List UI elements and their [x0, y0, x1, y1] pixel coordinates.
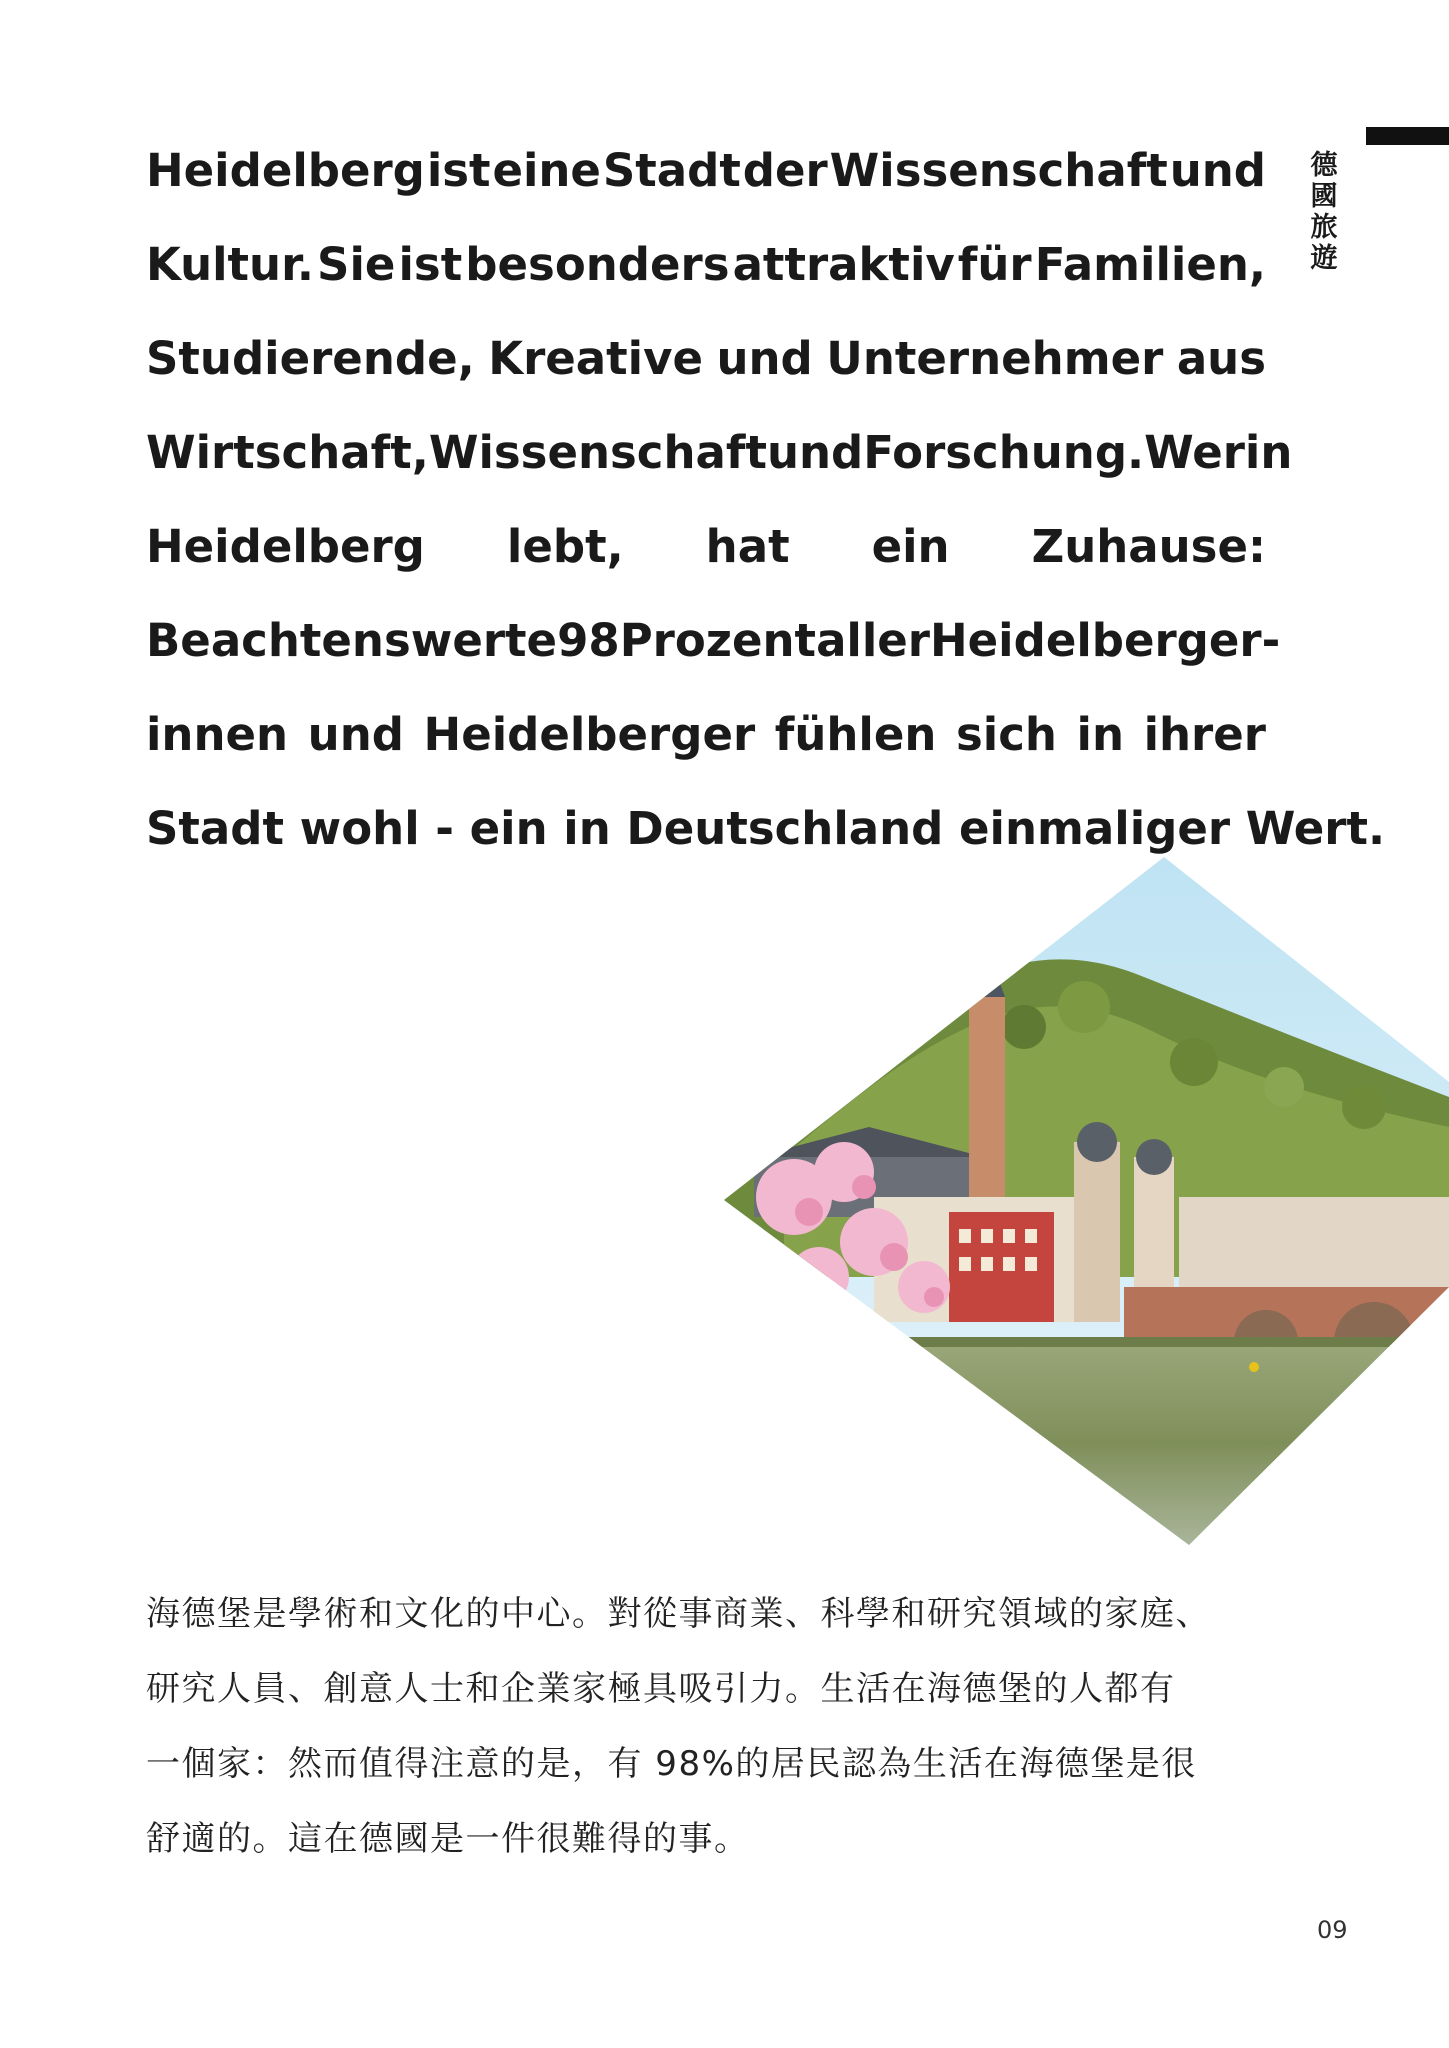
german-word: Heidelberg [146, 520, 425, 573]
german-word: Beachtenswerte [146, 614, 558, 667]
german-word: Kultur. [146, 238, 314, 291]
german-line [146, 594, 1281, 688]
german-word: ist [426, 144, 491, 197]
german-word: aus [1176, 332, 1266, 385]
german-word: lebt, [506, 520, 624, 573]
german-word: und [307, 708, 404, 761]
chinese-line: 研究人員、創意人士和企業家極具吸引力。生活在海德堡的人都有 [146, 1669, 1176, 1709]
german-paragraph [146, 124, 1386, 876]
german-word: Forschung. [863, 426, 1145, 479]
chinese-line: 舒適的。這在德國是一件很難得的事。 [146, 1819, 750, 1859]
chinese-line: 一個家：然而值得注意的是，有 98%的居民認為生活在海德堡是很 [146, 1744, 1197, 1784]
german-word: und [766, 426, 864, 479]
section-label-char: 旅 [1310, 212, 1338, 243]
german-word: Prozent [619, 614, 817, 667]
german-word: besonders [465, 238, 730, 291]
german-word: ein [871, 520, 950, 573]
chinese-paragraph [146, 1577, 1276, 1877]
german-word: ist [398, 238, 463, 291]
german-line: Stadt wohl - ein in Deutschland einmaliger Wert. [146, 802, 1386, 855]
german-word: Studierende, [146, 332, 475, 385]
german-word: Familien, [1034, 238, 1266, 291]
german-word: Wissenschaft [829, 144, 1168, 197]
german-word: Zuhause: [1031, 520, 1266, 573]
german-word: für [957, 238, 1032, 291]
german-word: Wer [1144, 426, 1245, 479]
german-line [146, 124, 1266, 218]
german-word: Heidelberg [146, 144, 425, 197]
section-label-char: 遊 [1310, 243, 1338, 274]
german-word: in [1076, 708, 1124, 761]
german-word: innen [146, 708, 289, 761]
german-line [146, 406, 1293, 500]
section-tab-bar [1366, 127, 1449, 145]
german-word: sich [956, 708, 1057, 761]
german-word: Stadt [602, 144, 741, 197]
section-label-char: 國 [1310, 181, 1338, 212]
german-word: in [1244, 426, 1293, 479]
german-line [146, 500, 1266, 594]
german-word: Wissenschaft [428, 426, 767, 479]
german-word: attraktiv [732, 238, 955, 291]
heidelberg-photo [724, 857, 1449, 1545]
chinese-line: 海德堡是學術和文化的中心。對從事商業、科學和研究領域的家庭、 [146, 1594, 1211, 1634]
german-line [146, 218, 1266, 312]
german-word: Unternehmer [826, 332, 1164, 385]
german-word: ihrer [1143, 708, 1266, 761]
german-word: Kreative [488, 332, 703, 385]
german-line [146, 688, 1266, 782]
german-word: 98 [557, 614, 620, 667]
german-word: Heidelberger [423, 708, 756, 761]
german-word: und [716, 332, 813, 385]
section-label-char: 德 [1310, 150, 1338, 181]
german-word: Wirtschaft, [146, 426, 429, 479]
german-word: aller [816, 614, 930, 667]
german-word: Heidelberger- [930, 614, 1281, 667]
german-word: eine [492, 144, 601, 197]
german-word: fühlen [774, 708, 937, 761]
german-word: Sie [317, 238, 396, 291]
page-number: 09 [1317, 1916, 1348, 1944]
german-word: hat [705, 520, 790, 573]
german-word: der [742, 144, 828, 197]
section-label [1306, 150, 1342, 274]
german-word: und [1169, 144, 1266, 197]
german-line [146, 312, 1266, 406]
